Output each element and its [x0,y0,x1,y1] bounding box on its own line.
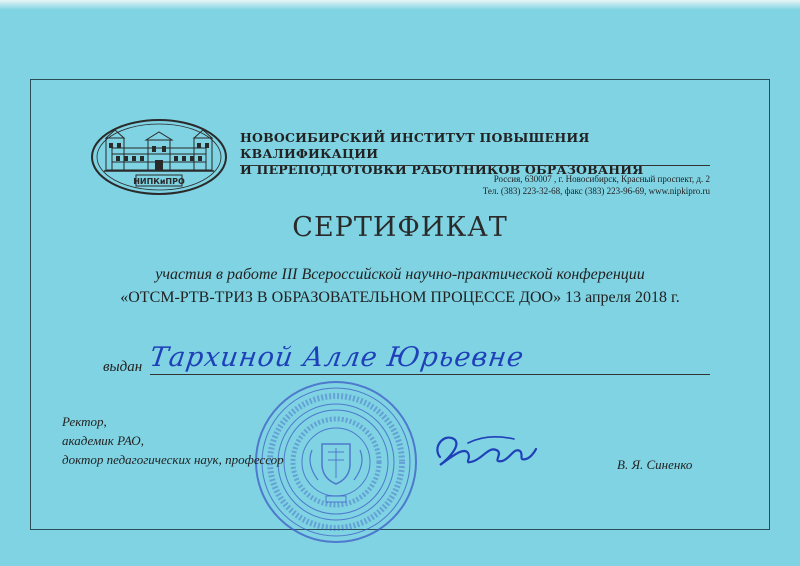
position-line1: Ректор, [62,414,107,429]
issued-label: выдан [103,359,143,375]
recipient-name: Тархиной Алле Юрьевне [147,342,527,373]
position-line2: академик РАО, [62,433,144,448]
institute-address [440,173,710,197]
institute-name [240,130,710,178]
certificate-description-line2: «ОТСМ-РТВ-ТРИЗ В ОБРАЗОВАТЕЛЬНОМ ПРОЦЕССЕ ДОО» 13 апреля 2018 г. [120,289,680,306]
institute-name-line1: НОВОСИБИРСКИЙ ИНСТИТУТ ПОВЫШЕНИЯ КВАЛИФИКАЦИИ [240,130,590,161]
rector-signature [428,425,538,477]
certificate-description-line1: участия в работе III Всероссийской научно-практической конференции [155,266,645,283]
institute-name-line2: И ПЕРЕПОДГОТОВКИ РАБОТНИКОВ ОБРАЗОВАНИЯ [240,162,644,177]
institute-logo [90,118,228,196]
position-line3: доктор педагогических наук, профессор [62,452,284,467]
signatory-name: В. Я. Синенко [617,457,693,472]
recipient-underline [150,374,710,375]
address-line1: Россия, 630007 , г. Новосибирск, Красный проспект, д. 2 [493,174,710,184]
svg-text:НИПКиПРО: НИПКиПРО [133,177,185,186]
address-line2: Тел. (383) 223-32-68, факс (383) 223-96-69, www.nipkipro.ru [482,186,710,196]
certificate-title: СЕРТИФИКАТ [292,212,508,243]
header-rule [240,165,710,166]
rector-position [62,412,284,469]
